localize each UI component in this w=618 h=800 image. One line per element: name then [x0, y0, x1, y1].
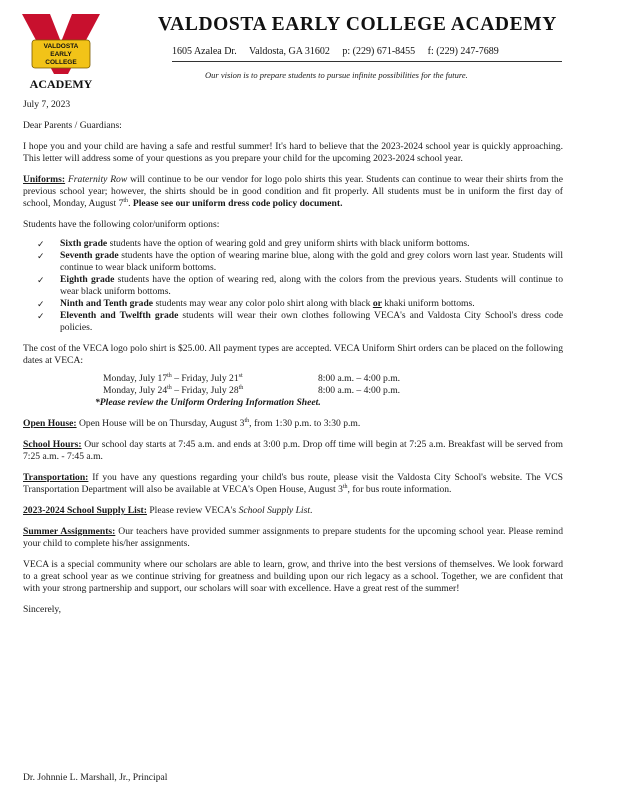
date-sup: th: [238, 384, 244, 391]
summer-assignments-text: Our teachers have provided summer assignments to prepare students for the upcoming school year. Please remind your child to complete his/her assignments.: [23, 526, 563, 549]
or-emphasis: or: [372, 298, 382, 309]
logo-word-2: EARLY: [50, 51, 72, 58]
checkmark-icon: ✓: [37, 251, 45, 261]
transportation-paragraph: [23, 472, 563, 496]
grade-label: Eleventh and Twelfth grade: [60, 310, 179, 321]
grade-text: students have the option of wearing marine blue, along with the gold and grey colors worn last year. Students will continue to wear black uniform bottoms.: [60, 250, 563, 273]
list-item: [23, 274, 563, 298]
grade-text: students may wear any color polo shirt along with black: [153, 298, 373, 309]
uniforms-sup: th: [123, 197, 129, 204]
logo-word-1: VALDOSTA: [43, 43, 79, 50]
list-item: [23, 298, 563, 310]
date-sup: st: [238, 372, 243, 379]
open-house-paragraph: [23, 418, 563, 430]
grade-label: Seventh grade: [60, 250, 119, 261]
logo-caption: ACADEMY: [29, 77, 93, 91]
uniforms-text-2: .: [128, 198, 133, 209]
date-start: Monday, July 17: [103, 373, 168, 384]
grade-label: Eighth grade: [60, 274, 115, 285]
street-address: 1605 Azalea Dr.: [172, 46, 237, 57]
supply-list-heading: 2023-2024 School Supply List:: [23, 505, 147, 516]
date-range: [103, 385, 318, 397]
open-house-text: Open House will be on Thursday, August 3: [76, 418, 245, 429]
letter-date: July 7, 2023: [23, 99, 71, 110]
time-range: 8:00 a.m. – 4:00 p.m.: [318, 373, 401, 384]
checkmark-icon: ✓: [37, 299, 45, 309]
school-contact: [172, 46, 509, 57]
uniforms-policy-note: Please see our uniform dress code policy document.: [132, 198, 343, 209]
grade-label: Sixth grade: [60, 238, 108, 249]
salutation: Dear Parents / Guardians:: [23, 120, 122, 131]
transportation-heading: Transportation:: [23, 472, 89, 483]
summer-assignments-heading: Summer Assignments:: [23, 526, 116, 537]
summer-assignments-paragraph: [23, 526, 563, 550]
school-hours-paragraph: [23, 439, 563, 463]
school-hours-heading: School Hours:: [23, 439, 82, 450]
date-sup: th: [167, 372, 172, 379]
review-note: *Please review the Uniform Ordering Information Sheet.: [95, 397, 321, 408]
date-end: – Friday, July 28: [171, 385, 239, 396]
date-end: – Friday, July 21: [171, 373, 239, 384]
list-item: [23, 250, 563, 274]
checkmark-icon: ✓: [37, 311, 45, 321]
uniforms-heading: Uniforms:: [23, 174, 66, 185]
grade-text: students have the option of wearing red, along with the colors from the previous years. Students will continue to wear black uniform bottoms.: [60, 274, 563, 297]
vision-statement: Our vision is to prepare students to pursue infinite possibilities for the future.: [205, 70, 468, 80]
list-item: [23, 238, 563, 250]
intro-paragraph: I hope you and your child are having a safe and restful summer! It's hard to believe that the 2023-2024 school year is quickly approaching. This letter will address some of your questions as you prepare your child for the upcoming 2023-2024 school year.: [23, 141, 563, 164]
vendor-name: Fraternity Row: [67, 174, 128, 185]
cost-paragraph: The cost of the VECA logo polo shirt is $25.00. All payment types are accepted. VECA Uniform Shirt orders can be placed on the following dates at VECA:: [23, 343, 563, 366]
supply-list-text: Please review VECA's: [146, 505, 239, 516]
uniform-options-list: [23, 238, 563, 334]
school-logo: [20, 12, 102, 92]
date-row: [103, 385, 563, 397]
supply-list-paragraph: [23, 505, 563, 517]
phone-number: p: (229) 671-8455: [342, 46, 416, 57]
grade-text: students will wear their own clothes following VECA's and Valdosta City School's dress code policies.: [60, 310, 563, 333]
date-row: [103, 373, 563, 385]
open-house-heading: Open House:: [23, 418, 77, 429]
header-divider: [172, 61, 562, 62]
supply-list-title: School Supply List: [238, 505, 310, 516]
transportation-text-2: , for bus route information.: [347, 484, 452, 495]
principal-signature: Dr. Johnnie L. Marshall, Jr., Principal: [23, 772, 168, 783]
order-dates: [103, 373, 563, 397]
transportation-text: If you have any questions regarding your child's bus route, please visit the Valdosta City School's website. The VCS Transportation Department will also be available at VECA's Open House, August 3: [23, 472, 563, 495]
list-item: [23, 310, 563, 334]
grade-text-2: khaki uniform bottoms.: [381, 298, 475, 309]
uniforms-paragraph: [23, 174, 563, 210]
open-house-text-2: , from 1:30 p.m. to 3:30 p.m.: [249, 418, 361, 429]
signoff: Sincerely,: [23, 604, 62, 615]
date-start: Monday, July 24: [103, 385, 168, 396]
options-intro: Students have the following color/uniform options:: [23, 219, 220, 230]
uniforms-text: will continue to be our vendor for logo polo shirts this year. Students can continue to wear their shirts from the previous school year; however, the shirts should be in good condition and fit properly. All students must be in uniform the first day of school, Monday, August 7: [23, 174, 563, 209]
fax-number: f: (229) 247-7689: [427, 46, 499, 57]
letter-body: [23, 99, 563, 625]
time-range: 8:00 a.m. – 4:00 p.m.: [318, 385, 401, 396]
school-hours-text: Our school day starts at 7:45 a.m. and ends at 3:00 p.m. Drop off time will begin at 7:25 a.m. Breakfast will be served from 7:25 a.m. - 7:45 a.m.: [23, 439, 563, 462]
checkmark-icon: ✓: [37, 275, 45, 285]
supply-list-end: .: [309, 505, 313, 516]
date-range: [103, 373, 318, 385]
closing-paragraph: VECA is a special community where our scholars are able to learn, grow, and thrive into the best versions of themselves. We look forward to a great school year as we continue striving for greatness and building upon our rich legacy as a school. Together, we are confident that with your strong partnership and support, our scholars will soar with excellence. Have a great rest of the summer!: [23, 559, 563, 594]
logo-word-3: COLLEGE: [45, 59, 77, 66]
city-state-zip: Valdosta, GA 31602: [249, 46, 330, 57]
open-house-sup: th: [244, 417, 250, 424]
school-name: VALDOSTA EARLY COLLEGE ACADEMY: [158, 14, 557, 35]
grade-text: students have the option of wearing gold and grey uniform shirts with black uniform bottoms.: [107, 238, 470, 249]
transportation-sup: th: [342, 483, 348, 490]
grade-label: Ninth and Tenth grade: [60, 298, 154, 309]
checkmark-icon: ✓: [37, 239, 45, 249]
date-sup: th: [167, 384, 172, 391]
